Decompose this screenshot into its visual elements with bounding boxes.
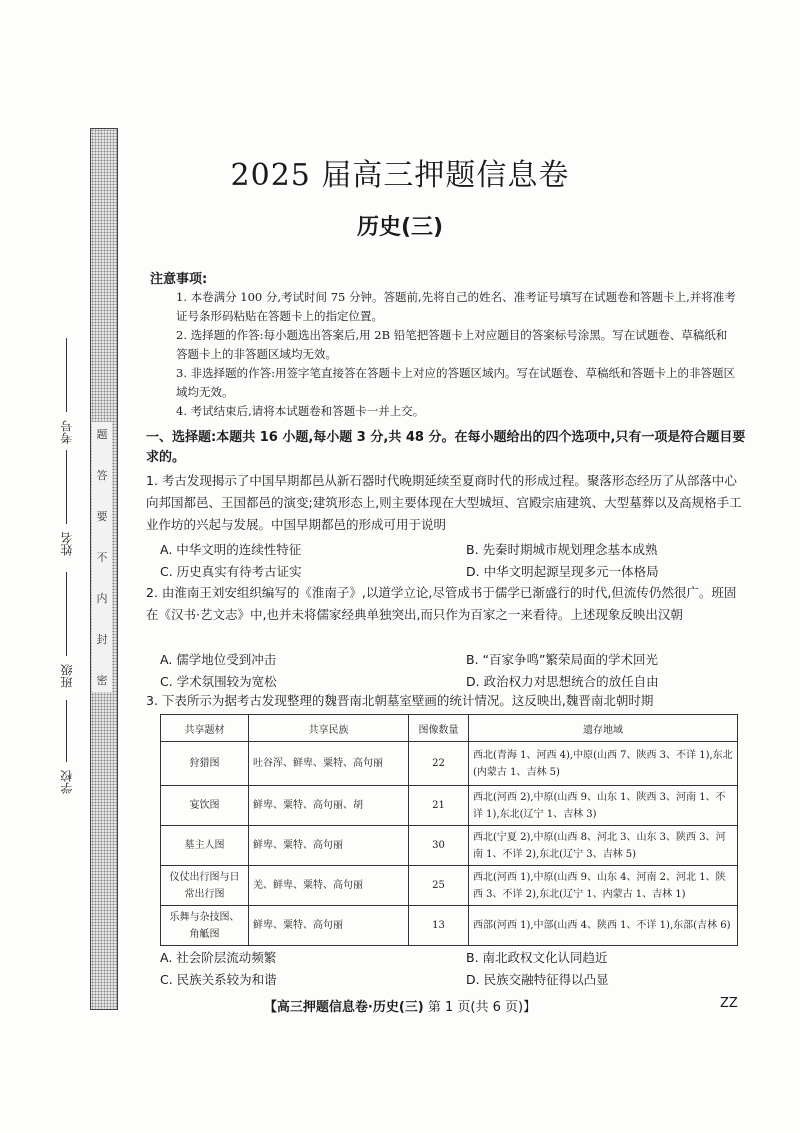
note-item: 3. 非选择题的作答:用签字笔直接答在答题卡上对应的答题区域内。写在试题卷、草稿纸和答题卡上的非答题区域均无效。 xyxy=(176,366,735,399)
strip-char: 封 xyxy=(96,633,108,646)
table-header-cell: 图像数量 xyxy=(409,715,469,742)
strip-char: 密 xyxy=(96,674,108,687)
statistics-table xyxy=(160,714,738,946)
question-3-stem: 3. 下表所示为据考古发现整理的魏晋南北朝墓室壁画的统计情况。这反映出,魏晋南北朝时期 xyxy=(146,693,654,708)
question-2-option-a: A. 儒学地位受到冲击 xyxy=(160,652,277,667)
question-2-option-b: B. “百家争鸣”繁荣局面的学术回光 xyxy=(466,652,658,667)
question-2-option-d: D. 政治权力对思想统合的放任自由 xyxy=(466,674,659,689)
table-header-cell: 共享题材 xyxy=(161,715,249,742)
question-3-option-a: A. 社会阶层流动频繁 xyxy=(160,950,277,965)
footer-text: 【高三押题信息卷·历史(三) xyxy=(263,1000,424,1015)
table-cell: 仪仗出行图与日常出行图 xyxy=(161,866,249,906)
question-2-option-c: C. 学术氛围较为宽松 xyxy=(160,674,277,689)
question-1-option-b: B. 先秦时期城市规划理念基本成熟 xyxy=(466,542,658,557)
table-cell: 乐舞与杂技图、角觝图 xyxy=(161,906,249,946)
table-cell: 墓主人图 xyxy=(161,826,249,866)
exam-number-label: 考号 xyxy=(60,420,74,444)
table-cell: 西北(青海 1、河西 4),中原(山西 7、陕西 3、不详 1),东北(内蒙古 1、吉林 5) xyxy=(469,742,738,786)
question-3-option-d: D. 民族交融特征得以凸显 xyxy=(466,972,609,987)
strip-char: 要 xyxy=(96,510,108,523)
class-label: 班级 xyxy=(60,664,74,688)
school-line xyxy=(66,700,67,762)
table-cell: 羌、鲜卑、粟特、高句丽 xyxy=(249,866,409,906)
table-cell: 狩猎图 xyxy=(161,742,249,786)
note-item: 4. 考试结束后,请将本试题卷和答题卡一并上交。 xyxy=(176,404,425,418)
notes-heading: 注意事项: xyxy=(150,272,208,287)
binding-strip-text xyxy=(92,422,112,692)
strip-char: 不 xyxy=(96,551,108,564)
table-row xyxy=(161,866,738,906)
question-1-option-c: C. 历史真实有待考古证实 xyxy=(160,564,302,579)
question-1-option-d: D. 中华文明起源呈现多元一体格局 xyxy=(466,564,659,579)
page-subtitle: 历史(三) xyxy=(356,215,444,240)
school-label: 学校 xyxy=(60,770,74,794)
table-cell: 鲜卑、粟特、高句丽、胡 xyxy=(249,786,409,826)
table-cell: 鲜卑、粟特、高句丽 xyxy=(249,906,409,946)
strip-char: 内 xyxy=(96,592,108,605)
question-2-stem: 2. 由淮南王刘安组织编写的《淮南子》,以道学立论,尽管成书于儒学已渐盛行的时代,但流传仍然很广。班固在《汉书·艺文志》中,也并未将儒家经典单独突出,而只作为百家之一来看待。上述现象反映出汉朝 xyxy=(146,585,737,622)
table-cell: 22 xyxy=(409,742,469,786)
table-cell: 30 xyxy=(409,826,469,866)
class-line xyxy=(66,572,67,656)
strip-char: 题 xyxy=(96,428,108,441)
table-cell: 25 xyxy=(409,866,469,906)
question-1-option-a: A. 中华文明的连续性特征 xyxy=(160,542,302,557)
table-header-cell: 遗存地域 xyxy=(469,715,738,742)
table-row xyxy=(161,786,738,826)
question-1-stem: 1. 考古发现揭示了中国早期都邑从新石器时代晚期延续至夏商时代的形成过程。聚落形态经历了从部落中心向邦国都邑、王国都邑的演变;建筑形态上,则主要体现在大型城垣、宫殿宗庙建筑、大型墓葬以及高规格手工业作坊的兴起与发展。中国早期都邑的形成可用于说明 xyxy=(146,473,742,532)
table-cell: 西部(河西 1),中部(山西 4、陕西 1、不详 1),东部(吉林 6) xyxy=(469,906,738,946)
note-item: 2. 选择题的作答:每小题选出答案后,用 2B 铅笔把答题卡上对应题目的答案标号涂黑。写在试题卷、草稿纸和答题卡上的非答题区域均无效。 xyxy=(176,328,728,361)
table-row xyxy=(161,742,738,786)
table-cell: 宴饮图 xyxy=(161,786,249,826)
name-label: 姓名 xyxy=(60,532,74,556)
note-item: 1. 本卷满分 100 分,考试时间 75 分钟。答题前,先将自己的姓名、准考证号填写在试题卷和答题卡上,并将准考证号条形码粘贴在答题卡上的指定位置。 xyxy=(176,290,736,323)
table-cell: 西北(河西 1),中原(山西 9、山东 4、河南 2、河北 1、陕西 3、不详 2),东北(辽宁 1、内蒙古 1、吉林 1) xyxy=(469,866,738,906)
table-cell: 鲜卑、粟特、高句丽 xyxy=(249,826,409,866)
table-cell: 吐谷浑、鲜卑、粟特、高句丽 xyxy=(249,742,409,786)
section-heading: 一、选择题:本题共 16 小题,每小题 3 分,共 48 分。在每小题给出的四个选项中,只有一项是符合题目要求的。 xyxy=(146,430,746,465)
strip-char: 答 xyxy=(96,469,108,482)
page-title: 2025 届高三押题信息卷 xyxy=(230,158,570,193)
table-header-cell: 共享民族 xyxy=(249,715,409,742)
page-footer xyxy=(0,996,800,1015)
table-row xyxy=(161,906,738,946)
table-header-row xyxy=(161,715,738,742)
footer-page: 第 1 页(共 6 页)】 xyxy=(427,1000,537,1015)
name-line xyxy=(66,450,67,524)
table-row xyxy=(161,826,738,866)
table-cell: 21 xyxy=(409,786,469,826)
question-3-option-c: C. 民族关系较为和谐 xyxy=(160,972,277,987)
table-cell: 西北(河西 2),中原(山西 9、山东 1、陕西 3、河南 1、不详 1),东北(辽宁 1、吉林 3) xyxy=(469,786,738,826)
footer-code: ZZ xyxy=(720,996,738,1011)
table-cell: 西北(宁夏 2),中原(山西 8、河北 3、山东 3、陕西 3、河南 1、不详 2),东北(辽宁 3、吉林 5) xyxy=(469,826,738,866)
question-3-option-b: B. 南北政权文化认同趋近 xyxy=(466,950,608,965)
exam-number-line xyxy=(66,338,67,412)
table-cell: 13 xyxy=(409,906,469,946)
